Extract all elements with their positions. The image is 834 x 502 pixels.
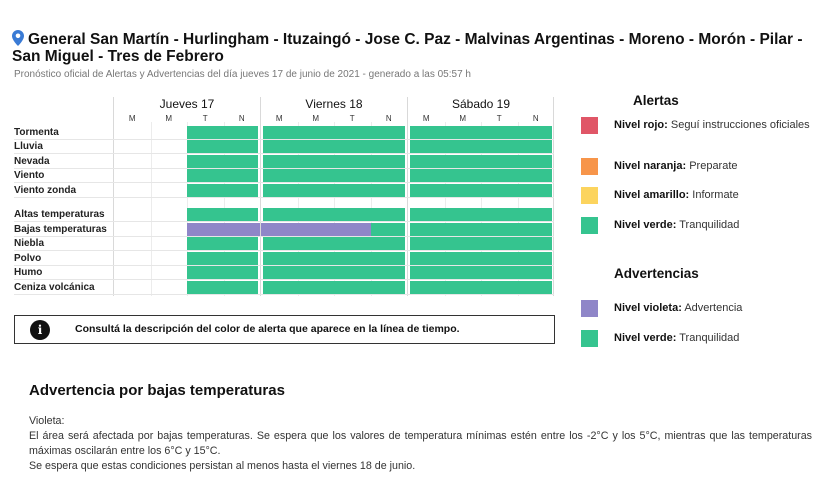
timeline-segment-green	[410, 140, 552, 153]
legend-level: Nivel rojo:	[614, 119, 668, 131]
timeline-segment-green	[410, 266, 552, 279]
timeline-segment-green	[263, 281, 405, 294]
timeline-segment-green	[410, 281, 552, 294]
day-header: Sábado 19	[451, 97, 511, 111]
time-tick: M	[312, 114, 320, 123]
row-label: Nevada	[14, 156, 50, 167]
timeline-segment-violet	[261, 223, 371, 236]
timeline-segment-green	[263, 140, 405, 153]
timeline-segment-green	[410, 223, 552, 236]
timeline-segment-green	[263, 126, 405, 139]
row-label: Ceniza volcánica	[14, 282, 95, 293]
legend-swatch	[581, 300, 598, 317]
timeline-segment-green	[410, 252, 552, 265]
legend-level: Nivel violeta:	[614, 302, 682, 314]
time-tick: N	[532, 114, 539, 123]
legend-level: Nivel amarillo:	[614, 189, 690, 201]
time-tick: T	[496, 114, 502, 123]
time-tick: M	[165, 114, 173, 123]
timeline-segment-green	[187, 140, 258, 153]
page-title	[12, 30, 827, 65]
legend-swatch	[581, 158, 598, 175]
timeline-segment-green	[263, 252, 405, 265]
time-tick: T	[349, 114, 355, 123]
legend-text	[614, 218, 814, 233]
time-tick: M	[422, 114, 430, 123]
legend-swatch	[581, 330, 598, 347]
legend-text	[614, 331, 814, 346]
forecast-subtitle: Pronóstico oficial de Alertas y Advertencias del día jueves 17 de junio de 2021 - generado a las 05:57 h	[14, 69, 471, 80]
timeline-segment-violet	[187, 223, 260, 236]
day-header: Viernes 18	[305, 97, 363, 111]
time-tick: T	[202, 114, 208, 123]
legend-level: Nivel verde:	[614, 219, 677, 231]
legend-description: Tranquilidad	[679, 332, 740, 344]
row-label: Altas temperaturas	[14, 209, 105, 220]
location-pin-icon	[12, 30, 24, 46]
legend-description: Informate	[692, 189, 739, 201]
timeline-segment-green	[263, 169, 405, 182]
row-label: Tormenta	[14, 127, 59, 138]
timeline-segment-green	[263, 266, 405, 279]
warning-paragraph-1: El área será afectada por bajas temperaturas. Se espera que los valores de temperatura mínimas estén entre los -2°C y los 5°C, mientras que las temperaturas máximas oscilarán entre los 6°C y 15°C.	[29, 430, 812, 457]
legend-text	[614, 188, 814, 203]
legend-description: Advertencia	[684, 302, 743, 314]
timeline-segment-green	[263, 155, 405, 168]
timeline-segment-green	[187, 252, 258, 265]
timeline-segment-green	[187, 169, 258, 182]
row-label: Polvo	[14, 253, 42, 264]
timeline-segment-green	[187, 266, 258, 279]
warning-paragraph-2: Se espera que estas condiciones persistan al menos hasta el viernes 18 de junio.	[29, 460, 416, 472]
legend-description: Preparate	[689, 160, 738, 172]
row-label: Viento	[14, 170, 45, 181]
warning-body	[29, 414, 812, 474]
timeline-segment-green	[187, 155, 258, 168]
timeline-segment-green	[371, 223, 406, 236]
info-box	[14, 315, 555, 344]
alert-timeline-grid	[14, 97, 556, 297]
timeline-segment-green	[263, 208, 405, 221]
timeline-segment-green	[263, 237, 405, 250]
legend-swatch	[581, 217, 598, 234]
time-tick: N	[385, 114, 392, 123]
timeline-segment-green	[410, 208, 552, 221]
timeline-segment-green	[410, 237, 552, 250]
legend-level: Nivel naranja:	[614, 160, 687, 172]
timeline-segment-green	[187, 208, 258, 221]
time-tick: N	[238, 114, 245, 123]
timeline-segment-green	[410, 155, 552, 168]
warning-title: Advertencia por bajas temperaturas	[29, 382, 285, 399]
timeline-segment-green	[187, 281, 258, 294]
row-label: Viento zonda	[14, 185, 77, 196]
timeline-segment-green	[410, 126, 552, 139]
row-label: Humo	[14, 267, 43, 278]
day-header: Jueves 17	[159, 97, 215, 111]
info-text: Consultá la descripción del color de alerta que aparece en la línea de tiempo.	[75, 323, 460, 335]
legend-text	[614, 159, 814, 174]
time-tick: M	[128, 114, 136, 123]
legend-swatch	[581, 117, 598, 134]
legend-text	[614, 118, 814, 133]
title-text: General San Martín - Hurlingham - Ituzaingó - Jose C. Paz - Malvinas Argentinas - Moreno - Morón - Pilar - San Miguel - Tres de Febrero	[12, 31, 803, 65]
timeline-segment-green	[410, 184, 552, 197]
row-label: Bajas temperaturas	[14, 224, 107, 235]
quarter-separator	[151, 122, 152, 296]
timeline-segment-green	[263, 184, 405, 197]
timeline-segment-green	[410, 169, 552, 182]
info-icon: i	[30, 320, 50, 340]
timeline-segment-green	[187, 237, 258, 250]
legend-swatch	[581, 187, 598, 204]
legend-description: Seguí instrucciones oficiales	[670, 119, 810, 131]
alerts-legend-title: Alertas	[633, 93, 679, 108]
legend-text	[614, 301, 814, 316]
warnings-legend-title: Advertencias	[614, 266, 699, 281]
row-label: Lluvia	[14, 141, 43, 152]
row-label: Niebla	[14, 238, 45, 249]
time-tick: M	[459, 114, 467, 123]
timeline-segment-green	[187, 184, 258, 197]
legend-description: Tranquilidad	[679, 219, 740, 231]
legend-level: Nivel verde:	[614, 332, 677, 344]
warning-color-label: Violeta:	[29, 415, 65, 427]
timeline-segment-green	[187, 126, 258, 139]
time-tick: M	[275, 114, 283, 123]
